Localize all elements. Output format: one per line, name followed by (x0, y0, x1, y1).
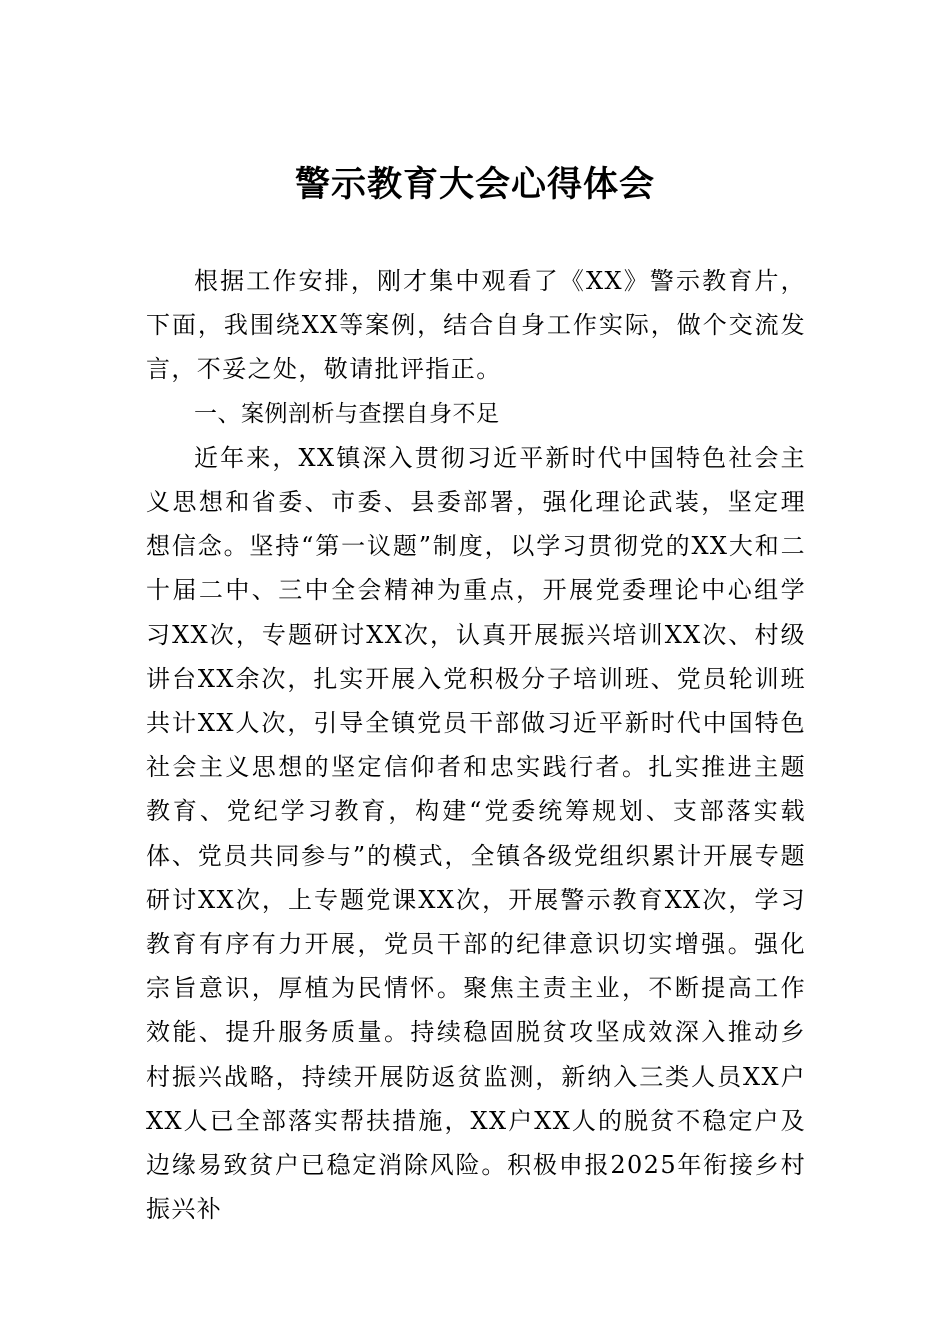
intro-paragraph: 根据工作安排，刚才集中观看了《XX》警示教育片，下面，我围绕XX等案例，结合自身工作实际，做个交流发言，不妥之处，敬请批评指正。 (146, 267, 806, 384)
section-paragraph: 近年来，XX镇深入贯彻习近平新时代中国特色社会主义思想和省委、市委、县委部署，强化理论武装，坚定理想信念。坚持“第一议题”制度，以学习贯彻党的XX大和二十届二中、三中全会精神为重点，开展党委理论中心组学习XX次，专题研讨XX次，认真开展振兴培训XX次、村级讲台XX余次，扎实开展入党积极分子培训班、党员轮训班共计XX人次，引导全镇党员干部做习近平新时代中国特色社会主义思想的坚定信仰者和忠实践行者。扎实推进主题教育、党纪学习教育，构建“党委统筹规划、支部落实载体、党员共同参与”的模式，全镇各级党组织累计开展专题研讨XX次，上专题党课XX次，开展警示教育XX次，学习教育有序有力开展，党员干部的纪律意识切实增强。强化宗旨意识，厚植为民情怀。聚焦主责主业，不断提高工作效能、提升服务质量。持续稳固脱贫攻坚成效深入推动乡村振兴战略，持续开展防返贫监测，新纳入三类人员XX户XX人已全部落实帮扶措施，XX户XX人的脱贫不稳定户及边缘易致贫户已稳定消除风险。积极申报2025年衔接乡村振兴补 (146, 443, 806, 1224)
section-heading: 一、案例剖析与查摆自身不足 (194, 400, 500, 427)
document-title: 警示教育大会心得体会 (294, 164, 655, 205)
document-body (146, 259, 806, 1231)
